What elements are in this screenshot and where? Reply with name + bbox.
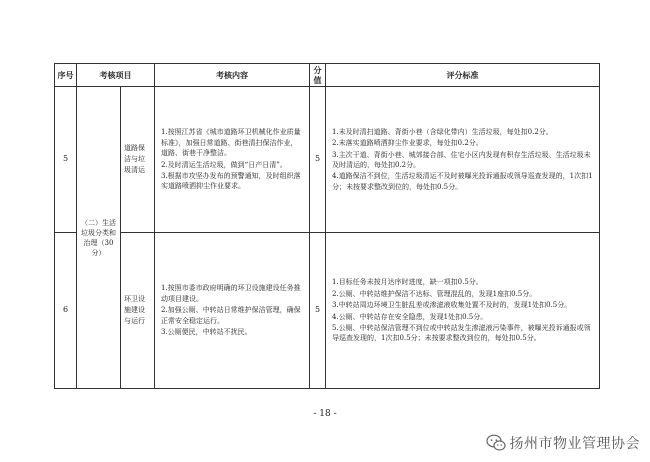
criteria-line: 3.中转站周边环境卫生脏乱差或渗滤液收集处置不及时的，发现1处扣0.5分。: [332, 301, 572, 310]
criteria-cell: [326, 87, 600, 233]
criteria-line: 1.目标任务未按月达序时进度，缺一项扣0.5分。: [332, 278, 483, 287]
content-cell: [155, 87, 310, 233]
content-line: 1.按照市委市政府明确的环卫设施建设任务推动项目建设。: [161, 284, 301, 303]
wechat-icon: [486, 434, 506, 452]
criteria-line: 4.公厕、中转站存在安全隐患，发现1处扣0.5分。: [332, 312, 488, 321]
table-row: [55, 233, 600, 389]
criteria-line: 2.未落实道路喷洒抑尘作业要求，每处扣0.2分。: [332, 139, 483, 148]
criteria-line: 3.主次干道、背街小巷、城郊接合部、住宅小区内发现有积存生活垃圾、生活垃圾未及时清运的，每处扣0.2分。: [332, 150, 591, 169]
header-criteria: 评分标准: [326, 64, 600, 87]
category-cell: （二）生活垃圾分类和治理（30分）: [77, 87, 121, 389]
content-line: 3.公厕便民，中转站不扰民。: [161, 328, 252, 337]
table-header-row: [55, 64, 600, 87]
content-line: 3.根据市攻坚办发布的预警通知，及时组织落实道路喷洒抑尘作业要求。: [161, 171, 301, 191]
content-line: 2.及时清运生活垃圾，做到“日产日清”。: [161, 160, 287, 169]
score-cell: 5: [310, 233, 326, 389]
row-number: 6: [55, 233, 77, 389]
row-number: 5: [55, 87, 77, 233]
criteria-line: 5.公厕、中转站保洁管理不到位或中转站发生渗滤液污染事件，被曝光投诉通报或领导巡查发现的，1次扣0.5分；未按要求整改到位的，每处扣0.5分。: [332, 323, 591, 343]
header-score: 分值: [310, 64, 326, 87]
subitem-cell: 道路保洁与垃圾清运: [121, 87, 155, 233]
page-number: - 18 -: [313, 409, 337, 419]
content-line: 2.加强公厕、中转站日常维护保洁管理，确保正常安全稳定运行。: [161, 306, 301, 325]
header-content: 考核内容: [155, 64, 310, 87]
criteria-line: 4.道路保洁不到位，生活垃圾清运不及时被曝光投诉通报或领导巡查发现的，1次扣1分；未按要求整改到位的，每处扣0.5分。: [332, 172, 593, 191]
content-cell: [155, 233, 310, 389]
header-num: 序号: [55, 64, 77, 87]
subitem-cell: 环卫设施建设与运行: [121, 233, 155, 389]
header-item: 考核项目: [77, 64, 155, 87]
criteria-line: 1.未及时清扫道路、背街小巷（含绿化带内）生活垃圾，每处扣0.2分。: [332, 127, 553, 136]
watermark-text: 扬州市物业管理协会: [509, 436, 640, 452]
assessment-table: [54, 63, 600, 389]
content-line: 1.按照江苏省《城市道路环卫机械化作业质量标准》，加强日常道路、街巷清扫保洁作业，道路、街巷干净整洁。: [161, 128, 301, 158]
criteria-line: 2.公厕、中转站维护保洁不达标、管理混乱的，发现1座扣0.5分。: [332, 289, 537, 298]
table-row: [55, 87, 600, 233]
score-cell: 5: [310, 87, 326, 233]
criteria-cell: [326, 233, 600, 389]
watermark: [486, 433, 641, 453]
